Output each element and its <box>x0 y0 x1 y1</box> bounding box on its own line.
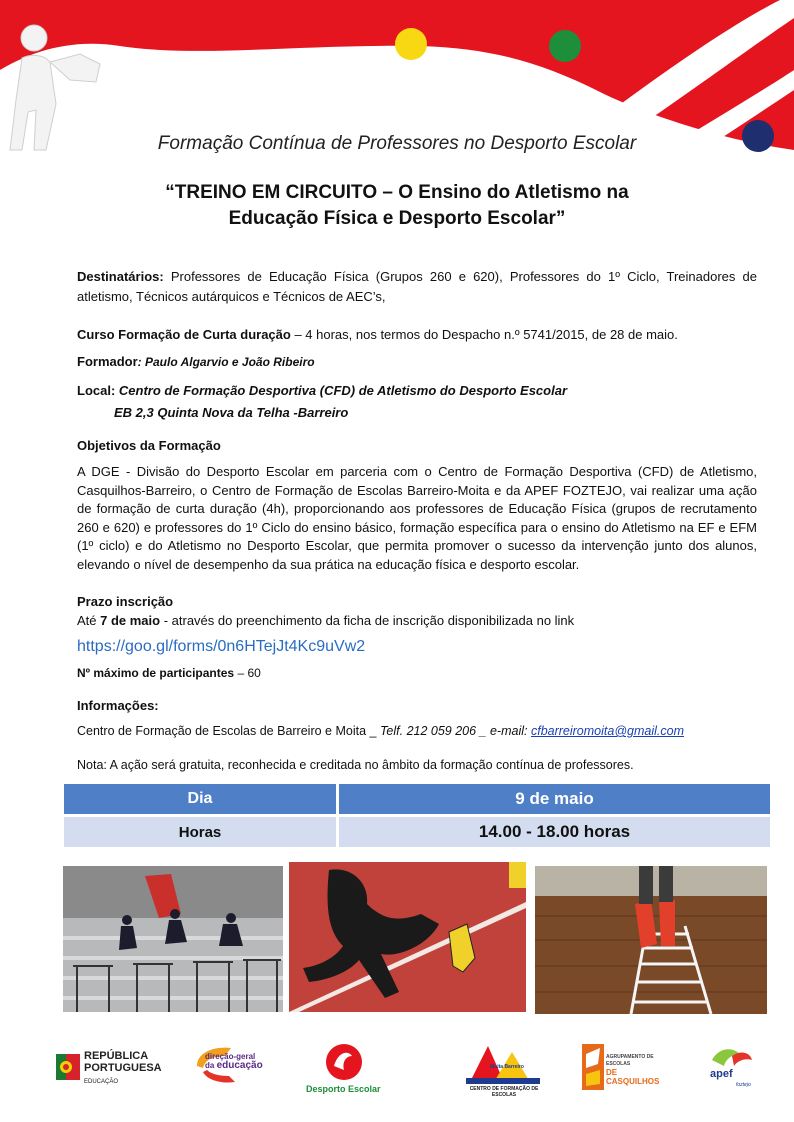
informacoes-heading: Informações: <box>77 698 159 713</box>
formador-value: : Paulo Algarvio e João Ribeiro <box>137 355 315 369</box>
runner-shadow-photo <box>289 862 526 1012</box>
max-participants <box>77 664 757 683</box>
objetivos-text: A DGE - Divisão do Desporto Escolar em parceria com o Centro de Formação Desportiva (CFD) de Atletismo, Casquilhos-Barreiro, o Centro de Formação de Escolas Barreiro-Moita e da APEF FOZTEJO, vai realizar uma ação de formação de curta duração (4h), proporcionando aos professores de Educação Física (grupos de recrutamento 260 e 620) e professores do 1º Ciclo do ensino básico, formação específica para o ensino do Atletismo na EF e EFM (1º ciclo) e do Atletismo no Desporto Escolar, que permita promover o sucesso da intervenção junto dos alunos, elevando o nível de desempenho da sua prática na educação física e desporto escolar. <box>77 464 757 572</box>
registration-link-line <box>77 638 757 657</box>
de-emblem-icon <box>324 1042 364 1082</box>
destinatarios-label: Destinatários: <box>77 269 164 284</box>
casquilhos-logo <box>582 1044 660 1094</box>
page-title <box>60 180 734 232</box>
agility-ladder-photo <box>535 866 767 1014</box>
title-line-1: “TREINO EM CIRCUITO – O Ensino do Atletismo na <box>165 182 629 203</box>
portugal-flag-icon <box>56 1050 82 1084</box>
yellow-dot <box>395 28 427 60</box>
republica-line-3: EDUCAÇÃO <box>84 1079 119 1085</box>
formador-label: Formador <box>77 354 138 369</box>
local-line-2: EB 2,3 Quinta Nova da Telha -Barreiro <box>114 405 349 420</box>
informacoes-text <box>77 722 757 741</box>
email-link[interactable]: cfbarreiromoita@gmail.com <box>530 724 684 738</box>
schedule-row-dia <box>64 784 770 814</box>
desporto-escolar-text: Desporto Escolar <box>306 1084 381 1094</box>
desporto-escolar-logo <box>300 1040 390 1096</box>
prazo-text-pre: Até <box>77 613 101 628</box>
nota-text: Nota: A ação será gratuita, reconhecida e creditada no âmbito da formação contínua de professores. <box>77 758 634 772</box>
dia-label: Dia <box>64 784 336 814</box>
curso-label: Curso Formação de Curta duração <box>77 327 291 342</box>
local-label: Local: <box>77 383 116 398</box>
curso-text: – 4 horas, nos termos do Despacho n.º 5741/2015, de 28 de maio. <box>290 327 678 342</box>
informacoes-centre: Centro de Formação de Escolas de Barreiro e Moita _ <box>77 724 380 738</box>
prazo-date: 7 de maio <box>100 613 161 628</box>
registration-link[interactable]: https://goo.gl/forms/0n6HTejJt4Kc9uVw2 <box>77 638 366 655</box>
prazo-text-post: - através do preenchimento da ficha de inscrição disponibilizada no link <box>160 613 575 628</box>
dge-line-2: da <box>205 1061 215 1070</box>
dia-value: 9 de maio <box>336 784 770 814</box>
horas-label: Horas <box>64 817 336 847</box>
moita-bottom-text: CENTRO DE FORMAÇÃO DE ESCOLAS <box>469 1086 539 1098</box>
republica-line-1: REPÚBLICA <box>84 1050 149 1062</box>
max-participants-label: Nº máximo de participantes <box>77 666 235 680</box>
hurdles-photo <box>63 866 283 1012</box>
prazo-heading: Prazo inscrição <box>77 594 174 609</box>
dge-logo <box>195 1046 267 1086</box>
apef-logo <box>704 1046 764 1092</box>
republica-portuguesa-logo <box>56 1046 162 1096</box>
local-line-1: Centro de Formação Desportiva (CFD) de Atletismo do Desporto Escolar <box>115 383 568 398</box>
casquilhos-bottom-text: DE CASQUILHOS <box>606 1068 660 1086</box>
title-line-2: Educação Física e Desporto Escolar” <box>228 208 566 229</box>
apef-emblem-icon <box>710 1046 754 1070</box>
apef-sub-text: foztejo <box>736 1082 751 1088</box>
informacoes-phone: Telf. 212 059 206 _ e-mail: <box>379 724 531 738</box>
page-subtitle: Formação Contínua de Professores no Desporto Escolar <box>157 133 637 154</box>
schedule-table <box>64 781 770 850</box>
apef-text: apef <box>710 1068 733 1080</box>
formador-paragraph <box>77 353 757 372</box>
horas-value: 14.00 - 18.00 horas <box>336 817 770 847</box>
destinatarios-paragraph <box>77 267 757 307</box>
destinatarios-text: Professores de Educação Física (Grupos 260 e 620), Professores do 1º Ciclo, Treinadores de atletismo, Técnicos autárquicos e Técnicos de AEC’s, <box>77 269 757 304</box>
curso-paragraph <box>77 326 757 345</box>
moita-barreiro-logo <box>464 1042 544 1098</box>
moita-top-text: Moita Barreiro <box>490 1064 524 1070</box>
max-participants-value: – 60 <box>234 666 261 680</box>
prazo-text <box>77 612 757 631</box>
schedule-row-horas <box>64 817 770 847</box>
objetivos-heading: Objetivos da Formação <box>77 438 221 453</box>
dge-line-1: direção-geral <box>205 1052 256 1061</box>
local-paragraph <box>77 380 757 424</box>
casquilhos-emblem-icon <box>582 1044 604 1090</box>
republica-line-2: PORTUGUESA <box>84 1062 162 1074</box>
green-dot <box>549 30 581 62</box>
dge-line-3: educação <box>216 1060 263 1071</box>
casquilhos-top-text: AGRUPAMENTO DE ESCOLAS <box>606 1054 654 1067</box>
